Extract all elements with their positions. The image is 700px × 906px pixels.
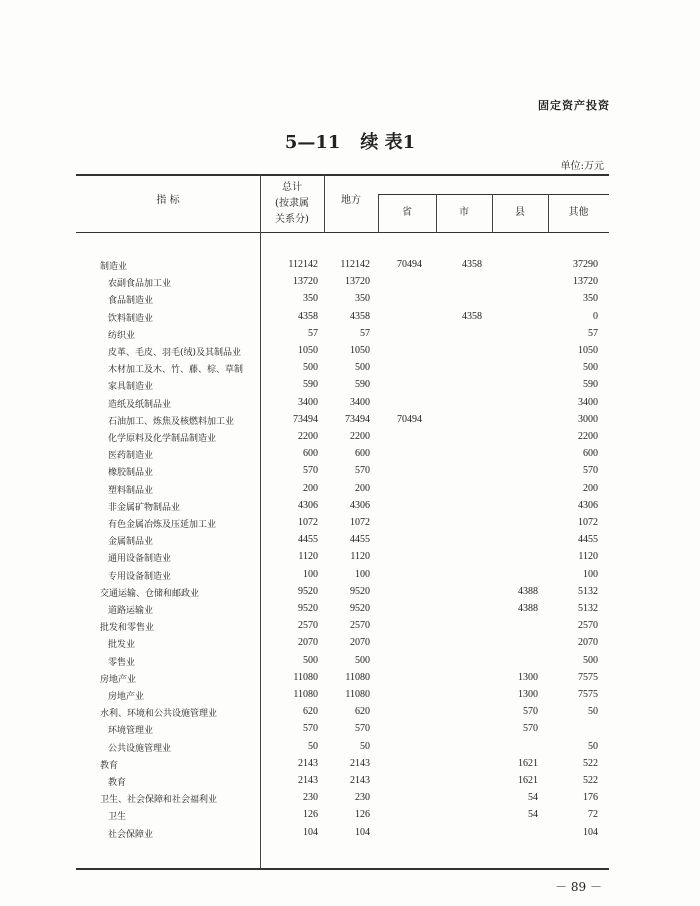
cell-local: 9520 — [350, 603, 370, 614]
col-header-other: 其他 — [568, 207, 589, 218]
cell-local: 350 — [355, 293, 370, 305]
row-label: 道路运输业 — [108, 606, 154, 616]
col-header-county: 县 — [515, 207, 525, 218]
table-number: 5—11 — [284, 132, 341, 153]
cell-other: 522 — [583, 775, 598, 786]
cell-other: 2200 — [578, 431, 598, 442]
cell-local: 11080 — [345, 689, 370, 700]
cell-total: 2143 — [298, 775, 318, 786]
cell-total: 104 — [303, 826, 318, 838]
page-number: － 89 － — [555, 880, 602, 894]
col-header-indicator: 指 标 — [156, 195, 180, 206]
cell-total: 112142 — [288, 259, 318, 270]
table-row — [0, 792, 700, 809]
table-row — [0, 672, 700, 689]
cell-other: 1072 — [578, 517, 598, 528]
row-label: 通用设备制造业 — [108, 554, 172, 565]
cell-total: 570 — [303, 723, 318, 735]
cell-local: 4358 — [350, 310, 370, 322]
top-rule — [76, 174, 609, 176]
cell-local: 11080 — [345, 671, 370, 683]
row-label: 公共设施管理业 — [108, 743, 172, 754]
table-row — [0, 758, 700, 775]
cell-total: 500 — [303, 654, 318, 666]
row-label: 卫生、社会保障和社会福利业 — [100, 795, 218, 806]
col-header-total: 总计 (按隶属 关系分) — [275, 182, 309, 225]
table-row — [0, 379, 700, 396]
table-row — [0, 431, 700, 448]
cell-other: 50 — [588, 706, 598, 718]
cell-other: 2070 — [578, 637, 598, 649]
cell-total: 4306 — [298, 499, 318, 511]
cell-total: 50 — [308, 740, 318, 752]
cell-local: 570 — [355, 723, 370, 735]
cell-local: 2200 — [350, 431, 370, 442]
subheader-rule — [378, 194, 609, 195]
table-row — [0, 362, 700, 379]
table-row — [0, 775, 700, 792]
cell-total: 570 — [303, 465, 318, 477]
cell-total: 500 — [303, 362, 318, 374]
cell-total: 620 — [303, 706, 318, 718]
cell-county: 570 — [523, 723, 538, 735]
cell-total: 2070 — [298, 637, 318, 649]
cell-other: 500 — [583, 362, 598, 374]
cell-local: 1120 — [350, 551, 370, 563]
cell-local: 4306 — [350, 499, 370, 511]
table-row — [0, 827, 700, 844]
table-row — [0, 345, 700, 362]
cell-local: 1072 — [350, 517, 370, 528]
cell-total: 3400 — [298, 396, 318, 408]
cell-total: 230 — [303, 792, 318, 804]
cell-total: 9520 — [298, 585, 318, 597]
cell-total: 9520 — [298, 603, 318, 614]
table-row — [0, 397, 700, 414]
section-header: 固定资产投资 — [538, 99, 610, 112]
cell-total: 2200 — [298, 431, 318, 442]
table-row — [0, 448, 700, 465]
cell-county: 1621 — [518, 775, 538, 786]
row-label: 食品制造业 — [108, 296, 154, 307]
cell-total: 2143 — [298, 757, 318, 769]
cell-other: 3000 — [578, 413, 598, 425]
cell-local: 200 — [355, 482, 370, 494]
row-label: 社会保障业 — [108, 829, 154, 840]
table-row — [0, 534, 700, 551]
cell-local: 500 — [355, 362, 370, 374]
row-label: 有色金属冶炼及压延加工业 — [108, 520, 217, 530]
cell-other: 72 — [588, 809, 598, 821]
table-row — [0, 414, 700, 431]
table-row — [0, 293, 700, 310]
cell-local: 73494 — [345, 413, 370, 425]
row-label: 批发业 — [108, 640, 136, 651]
cell-total: 11080 — [293, 671, 318, 683]
cell-other: 0 — [593, 310, 598, 322]
cell-total: 57 — [308, 327, 318, 339]
table-row — [0, 569, 700, 586]
cell-other: 100 — [583, 568, 598, 580]
cell-other: 176 — [583, 792, 598, 804]
row-label: 造纸及纸制品业 — [108, 399, 172, 410]
table-row — [0, 741, 700, 758]
row-label: 房地产业 — [108, 692, 145, 702]
row-label: 化学原料及化学制品制造业 — [108, 434, 217, 444]
row-label: 环境管理业 — [108, 726, 154, 737]
cell-total: 1050 — [298, 345, 318, 356]
row-label: 橡胶制品业 — [108, 468, 154, 479]
table-title-text: 续 表1 — [360, 132, 416, 153]
cell-total: 11080 — [293, 689, 318, 700]
row-label: 石油加工、炼焦及核燃料加工业 — [108, 416, 235, 427]
cell-other: 1050 — [578, 345, 598, 356]
row-label: 批发和零售业 — [100, 623, 155, 634]
cell-other: 37290 — [573, 259, 598, 270]
cell-local: 2570 — [350, 620, 370, 632]
cell-county: 54 — [528, 792, 538, 804]
cell-other: 13720 — [573, 276, 598, 288]
cell-county: 1621 — [518, 757, 538, 769]
cell-local: 50 — [360, 740, 370, 752]
cell-local: 57 — [360, 327, 370, 339]
cell-other: 5132 — [578, 603, 598, 614]
unit-label: 单位:万元 — [560, 161, 604, 172]
row-label: 房地产业 — [100, 674, 137, 685]
cell-total: 200 — [303, 482, 318, 494]
cell-other: 57 — [588, 327, 598, 339]
cell-province: 70494 — [397, 413, 422, 425]
table-row — [0, 689, 700, 706]
cell-local: 100 — [355, 568, 370, 580]
cell-local: 500 — [355, 654, 370, 666]
row-label: 水利、环境和公共设施管理业 — [100, 709, 218, 720]
cell-local: 4455 — [350, 534, 370, 546]
cell-other: 7575 — [578, 671, 598, 683]
row-label: 塑料制品业 — [108, 485, 154, 496]
row-label: 专用设备制造业 — [108, 571, 172, 582]
table-row — [0, 311, 700, 328]
cell-other: 50 — [588, 740, 598, 752]
table-row — [0, 328, 700, 345]
table-row — [0, 500, 700, 517]
col-header-province: 省 — [402, 207, 412, 218]
cell-other: 570 — [583, 465, 598, 477]
row-label: 非金属矿物制品业 — [108, 502, 181, 513]
cell-total: 13720 — [293, 276, 318, 288]
cell-local: 104 — [355, 826, 370, 838]
table-row — [0, 620, 700, 637]
cell-other: 5132 — [578, 585, 598, 597]
cell-other: 7575 — [578, 689, 598, 700]
cell-local: 9520 — [350, 585, 370, 597]
table-row — [0, 723, 700, 740]
cell-other: 600 — [583, 448, 598, 460]
cell-other: 522 — [583, 757, 598, 769]
cell-city: 4358 — [462, 310, 482, 322]
cell-total: 73494 — [293, 413, 318, 425]
cell-other: 590 — [583, 379, 598, 391]
cell-other: 2570 — [578, 620, 598, 632]
table-row — [0, 809, 700, 826]
table-row — [0, 517, 700, 534]
cell-total: 4358 — [298, 310, 318, 322]
cell-county: 54 — [528, 809, 538, 821]
row-label: 教育 — [100, 760, 119, 771]
cell-local: 13720 — [345, 276, 370, 288]
cell-other: 3400 — [578, 396, 598, 408]
cell-total: 2570 — [298, 620, 318, 632]
cell-total: 600 — [303, 448, 318, 460]
cell-other: 4306 — [578, 499, 598, 511]
cell-other: 500 — [583, 654, 598, 666]
table-row — [0, 551, 700, 568]
row-label: 制造业 — [100, 262, 128, 272]
cell-local: 126 — [355, 809, 370, 821]
cell-local: 2143 — [350, 775, 370, 786]
table-row — [0, 655, 700, 672]
cell-county: 570 — [523, 706, 538, 718]
bottom-rule — [76, 868, 609, 870]
cell-local: 600 — [355, 448, 370, 460]
table-row — [0, 706, 700, 723]
row-label: 饮料制造业 — [108, 313, 154, 324]
row-label: 农副食品加工业 — [108, 279, 172, 290]
cell-local: 590 — [355, 379, 370, 391]
cell-city: 4358 — [462, 259, 482, 270]
cell-total: 126 — [303, 809, 318, 821]
cell-other: 200 — [583, 482, 598, 494]
cell-total: 350 — [303, 293, 318, 305]
cell-local: 112142 — [340, 259, 370, 270]
cell-other: 104 — [583, 826, 598, 838]
cell-county: 1300 — [518, 689, 538, 700]
cell-total: 1072 — [298, 517, 318, 528]
cell-total: 590 — [303, 379, 318, 391]
cell-local: 230 — [355, 792, 370, 804]
cell-local: 3400 — [350, 396, 370, 408]
row-label: 纺织业 — [108, 330, 136, 341]
table-row — [0, 483, 700, 500]
cell-local: 1050 — [350, 345, 370, 356]
table-row — [0, 465, 700, 482]
table-row — [0, 586, 700, 603]
cell-local: 570 — [355, 465, 370, 477]
cell-province: 70494 — [397, 259, 422, 270]
table-row — [0, 603, 700, 620]
cell-local: 2143 — [350, 757, 370, 769]
cell-local: 2070 — [350, 637, 370, 649]
table-row — [0, 259, 700, 276]
cell-local: 620 — [355, 706, 370, 718]
row-label: 零售业 — [108, 657, 136, 668]
row-label: 皮革、毛皮、羽毛(绒)及其制品业 — [108, 348, 242, 358]
table-row — [0, 637, 700, 654]
cell-county: 4388 — [518, 603, 538, 614]
row-label: 家具制造业 — [108, 382, 154, 393]
cell-total: 100 — [303, 568, 318, 580]
col-header-local: 地方 — [341, 195, 361, 206]
row-label: 交通运输、仓储和邮政业 — [100, 588, 200, 599]
row-label: 教育 — [108, 778, 127, 788]
row-label: 医药制造业 — [108, 451, 154, 462]
row-label: 卫生 — [108, 812, 127, 823]
table-row — [0, 276, 700, 293]
header-bottom-rule — [76, 232, 609, 233]
cell-total: 4455 — [298, 534, 318, 546]
row-label: 木材加工及木、竹、藤、棕、草制 — [108, 365, 244, 376]
table-title — [0, 128, 700, 154]
row-label: 金属制品业 — [108, 537, 154, 548]
cell-other: 1120 — [578, 551, 598, 563]
col-header-city: 市 — [459, 207, 469, 218]
cell-total: 1120 — [298, 551, 318, 563]
cell-county: 1300 — [518, 671, 538, 683]
cell-other: 350 — [583, 293, 598, 305]
cell-other: 4455 — [578, 534, 598, 546]
cell-county: 4388 — [518, 585, 538, 597]
